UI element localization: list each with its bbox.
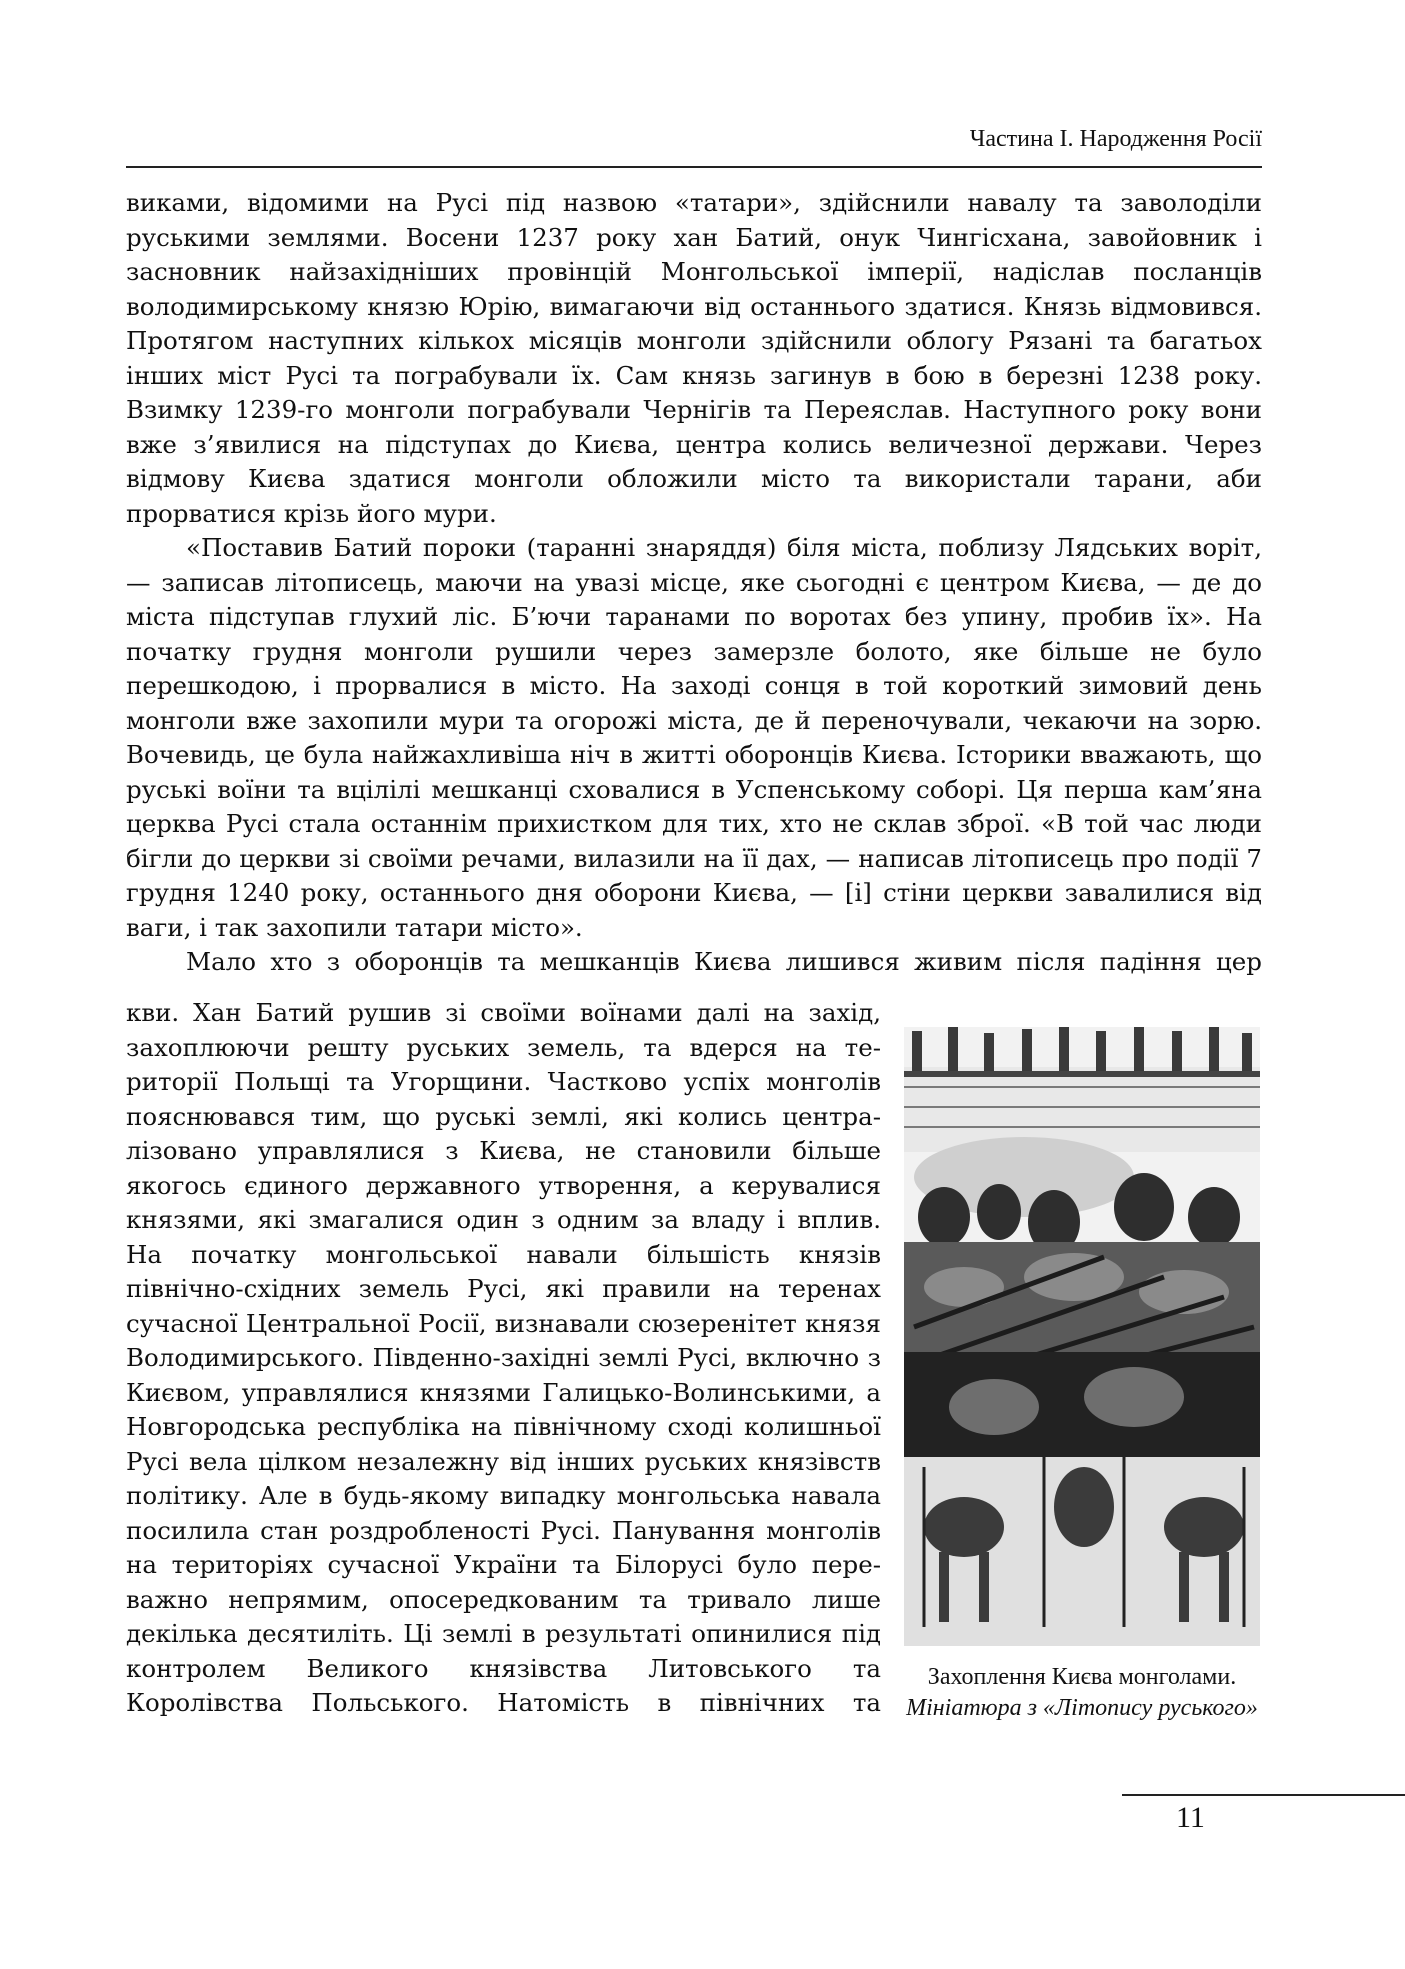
paragraph-2: «Поставив Батий пороки (таранні знаряддя) біля міста, поблизу Лядських воріт, — записав літописець, маючи на увазі місце, яке сьогодні є центром Києва, — де до міста підступав глухий ліс. Б’ючи таранами по воротах без упину, пробив їх». На початку грудня монголи рушили через замерзле болото, яке більше не було перешкодою, і прорвалися в місто. На заході сонця в той короткий зимовий день монголи вже захопили мури та огорожі міста, де й переночували, чекаючи на зорю. Вочевидь, це була найжахливіша ніч в житті оборонців Києва. Історики вважають, що руські воїни та вцілілі мешканці сховалися в Успенському соборі. Ця перша кам’яна церква Русі стала останнім прихистком для тих, хто не склав зброї. «В той час люди бігли до церкви зі своїми речами, вилазили на її дах, — написав літописець про події 7 грудня 1240 року, останнього дня оборони Києва, — [і] стіни церкви завалилися від ваги, і так захопили татари місто». — [126, 533, 1262, 942]
paragraph-3-opening: Мало хто з оборонців та мешканців Києва лишився живим після падіння цер — [186, 947, 1262, 976]
paragraph-1: виками, відомими на Русі під назвою «татари», здійснили навалу та заволоділи руськими землями. Восени 1237 року хан Батий, онук Чингісхана, завойовник і засновник найзахідніших провінцій Монгольської імперії, надіслав посланців володимирському князю Юрію, вимагаючи від останнього здатися. Князь відмовився. Протягом наступних кількох місяців монголи здійснили облогу Рязані та багатьох інших міст Русі та пограбували їх. Сам князь загинув в бою в березні 1238 року. Взимку 1239-го монголи пограбували Чернігів та Переяслав. Наступного року вони вже з’явилися на підступах до Києва, центра колись величезної держави. Через відмову Києва здатися монголи обложили місто та використали тарани, аби прорватися крізь його мури. — [126, 188, 1262, 528]
chronicle-miniature-image — [904, 1027, 1260, 1646]
running-header-title: Частина I. Народження Росії — [969, 126, 1262, 152]
main-text-block — [126, 186, 1262, 980]
caption-title: Захоплення Києва монголами. — [927, 1664, 1237, 1690]
footer-divider — [1122, 1794, 1405, 1796]
paragraph-3-continued: кви. Хан Батий рушив зі своїми воїнами далі на захід, захоплюючи решту руських земель, та вдерся на території Польщі та Угорщини. Частково успіх монголів пояснювався тим, що руські землі, які колись централізовано управлялися з Києва, не становили більше якогось єдиного державного утворення, а керувалися князями, які змагалися один з одним за владу і вплив. На початку монгольської навали більшість князів північно-східних земель Русі, які правили на теренах сучасної Центральної Росії, визнавали сюзеренітет князя Володимирського. Південно-західні землі Русі, включно з Києвом, управлялися князями Галицько-Волинськими, а Новгородська республіка на північному сході колишньої Русі вела цілком незалежну від інших руських князівств політику. Але в будь-якому випадку монгольська навала посилила стан роздробленості Русі. Панування монголів на територіях сучасної України та Білорусі було переважно непрямим, опосередкованим та тривало лише декілька десятиліть. Ці землі в результаті опинилися під контролем Великого князівства Литовського та Королівства Польського. Натомість в північних та — [126, 998, 881, 1717]
page-number: 11 — [1176, 1801, 1205, 1834]
wrapped-text-block — [126, 996, 881, 1721]
figure-caption — [890, 1662, 1274, 1724]
caption-source: Мініатюра з «Літопису руського» — [906, 1695, 1258, 1721]
running-header — [126, 126, 1262, 168]
